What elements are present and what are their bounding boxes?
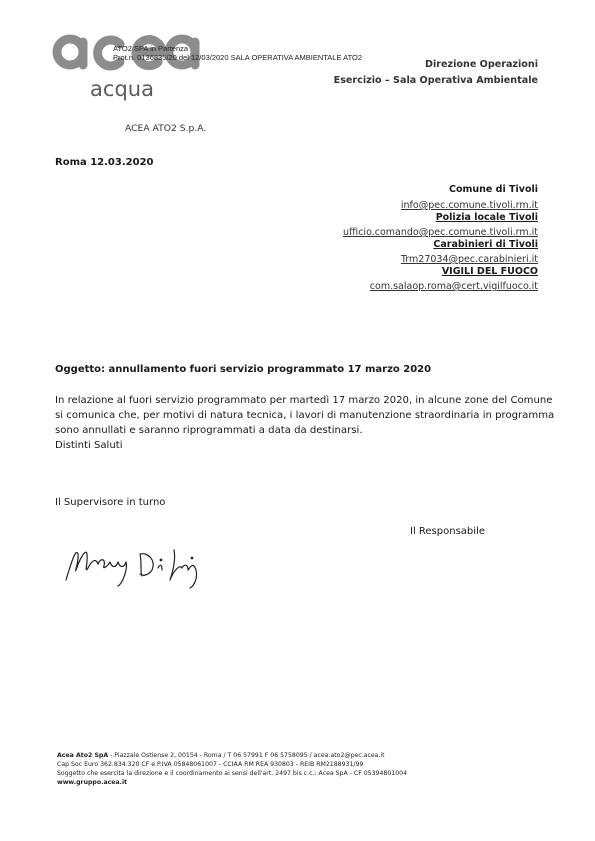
responsible-label: Il Responsabile [410,526,485,537]
department-title: Direzione Operazioni [425,59,538,70]
supervisor-label: Il Supervisore in turno [55,497,166,508]
department-subtitle: Esercizio – Sala Operativa Ambientale [333,75,538,86]
recipient-name: Comune di Tivoli [448,184,538,195]
footer-address: - Piazzale Ostiense 2, 00154 - Roma / T 06 57991 F 06 5758095 / acea.ato2@pec.acea.it [108,752,385,759]
body-line: Distinti Saluti [55,440,123,451]
recipient-name: VIGILI DEL FUOCO [441,266,538,277]
recipient-name: Carabinieri di Tivoli [433,239,538,250]
recipient-email[interactable]: info@pec.comune.tivoli.rm.it [400,200,538,211]
letter-subject: Oggetto: annullamento fuori servizio programmato 17 marzo 2020 [55,364,432,375]
body-line: sono annullati e saranno riprogrammati a data da destinarsi. [55,425,363,436]
protocol-stamp-line-1: ATO2 SPA in Partenza [113,44,189,53]
recipient-email[interactable]: Trm27034@pec.carabinieri.it [400,254,538,265]
body-line: In relazione al fuori servizio programmato per martedì 17 marzo 2020, in alcune zone del Comune [55,395,553,406]
place-date: Roma 12.03.2020 [55,157,154,168]
footer-website[interactable]: www.gruppo.acea.it [57,779,128,786]
footer-line-1 [57,752,385,759]
recipient-email[interactable]: ufficio.comando@pec.comune.tivoli.rm.it [343,227,538,238]
body-line: si comunica che, per motivi di natura tecnica, i lavori di manutenzione straordinaria in programma [55,410,555,421]
company-name: ACEA ATO2 S.p.A. [125,123,207,134]
handwritten-signature [62,540,212,590]
recipient-email[interactable]: com.salaop.roma@cert.vigilfuoco.it [369,281,538,292]
footer-line-3: Soggetto che esercita la direzione e il coordinamento ai sensi dell'art. 2497 bis c.c.: Acea SpA - CF 05394801004 [57,770,408,777]
footer-company: Acea Ato2 SpA [57,752,109,759]
footer-line-2: Cap Soc Euro 362.834.320 CF e P.IVA 05848061007 - CCIAA RM REA 930803 - REIB RM2188931/99 [57,761,364,768]
recipient-name: Polizia locale Tivoli [435,212,538,223]
logo-acqua-text: acqua [90,77,154,101]
protocol-stamp-line-2: Prot.n. 0136835/20 del 12/03/2020 SALA OPERATIVA AMBIENTALE ATO2 [113,53,363,62]
